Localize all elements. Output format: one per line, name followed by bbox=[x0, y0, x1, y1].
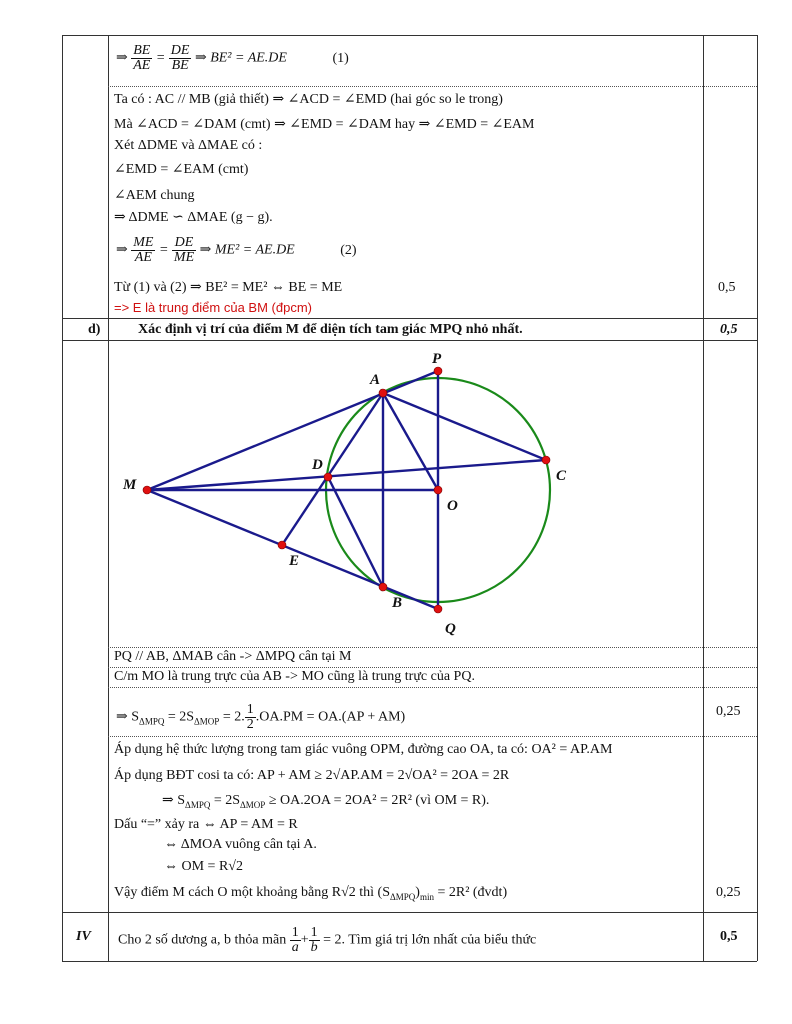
part-title: Xác định vị trí của điểm M để diện tích tam giác MPQ nhỏ nhất. bbox=[138, 322, 523, 337]
solution-line: Áp dụng hệ thức lượng trong tam giác vuông OPM, đường cao OA, ta có: OA² = AP.AM bbox=[114, 742, 613, 757]
proof-line: Từ (1) và (2) ⇒ BE² = ME² ⇔ BE = ME bbox=[114, 280, 343, 295]
equation-1: ⇒ $\frac{BE}{AE}$ = $\frac{DE}{BE}$ ⇒ BE² = AE.DE (1) bbox=[116, 43, 349, 73]
segment-ao bbox=[383, 393, 438, 490]
proof-line: ∠EMD = ∠EAM (cmt) bbox=[114, 162, 249, 177]
point-e bbox=[278, 541, 286, 549]
fraction-de-be: $\frac{DE}{BE}$ bbox=[170, 43, 190, 73]
score-cell: 0,5 bbox=[720, 929, 738, 944]
point-c bbox=[542, 456, 550, 464]
fraction-1-a: $\frac{1}{a}$ bbox=[291, 925, 299, 955]
point-label-q: Q bbox=[445, 621, 456, 637]
solution-line: ⇒ $S_{\Delta MPQ} = 2S_{\Delta MOP} \ge OA.2OA = 2OA^2 = 2R^2$ (vì OM = R). bbox=[162, 793, 490, 810]
solution-line: ⇔ ΔMOA vuông cân tại A. bbox=[164, 837, 317, 852]
point-o bbox=[434, 486, 442, 494]
solution-line: PQ // AB, ΔMAB cân -> ΔMPQ cân tại M bbox=[114, 649, 352, 664]
segment-mq bbox=[147, 490, 438, 609]
area-formula: ⇒ $S_{\Delta MPQ} = 2S_{\Delta MOP} = 2$. $\frac{1}{2}$ .OA.PM = OA.(AP + AM) bbox=[116, 702, 406, 732]
point-m bbox=[143, 486, 151, 494]
segment-ac bbox=[383, 393, 546, 460]
point-label-o: O bbox=[447, 498, 458, 514]
segment-db bbox=[328, 477, 383, 587]
proof-line: Ta có : AC // MB (giả thiết) ⇒ ∠ACD = ∠EMD (hai góc so le trong) bbox=[114, 92, 503, 107]
solution-line: Dấu “=” xảy ra ⇔ AP = AM = R bbox=[114, 817, 298, 832]
proof-line: ∠AEM chung bbox=[114, 188, 195, 203]
fraction-be-ae: $\frac{BE}{AE}$ bbox=[133, 43, 151, 73]
point-p bbox=[434, 367, 442, 375]
proof-line: ⇒ ΔDME ∽ ΔMAE (g − g). bbox=[114, 210, 273, 225]
fraction-1-b: $\frac{1}{b}$ bbox=[310, 925, 318, 955]
equation-2: ⇒ $\frac{ME}{AE}$ = $\frac{DE}{ME}$ ⇒ ME² = AE.DE (2) bbox=[116, 235, 357, 265]
score-cell: 0,25 bbox=[716, 704, 741, 719]
solution-line: ⇔ OM = R√2 bbox=[164, 859, 243, 874]
point-label-b: B bbox=[392, 595, 403, 611]
point-label-a: A bbox=[370, 372, 381, 388]
score-cell: 0,25 bbox=[716, 885, 741, 900]
figure-lines bbox=[147, 371, 546, 609]
score-cell: 0,5 bbox=[720, 322, 738, 337]
point-b bbox=[379, 583, 387, 591]
point-label-d: D bbox=[312, 457, 323, 473]
problem-statement: Cho 2 số dương a, b thỏa mãn $\frac{1}{a}$ + $\frac{1}{b}$ = 2. Tìm giá trị lớn nhất của biểu thức bbox=[118, 925, 537, 955]
score-cell: 0,5 bbox=[718, 280, 736, 295]
segment-ae bbox=[282, 393, 383, 545]
part-label: IV bbox=[76, 929, 91, 944]
point-q bbox=[434, 605, 442, 613]
proof-line: Xét ΔDME và ΔMAE có : bbox=[114, 138, 263, 153]
solution-line: C/m MO là trung trực của AB -> MO cũng là trung trực của PQ. bbox=[114, 669, 475, 684]
conclusion-text: => E là trung điểm của BM (đpcm) bbox=[114, 300, 312, 315]
solution-line: Áp dụng BĐT cosi ta có: AP + AM ≥ 2√AP.AM = 2√OA² = 2OA = 2R bbox=[114, 768, 510, 783]
point-a bbox=[379, 389, 387, 397]
fraction-de-me: $\frac{DE}{ME}$ bbox=[173, 235, 195, 265]
solution-conclusion: Vậy điểm M cách O một khoảng bằng R√2 thì $(S_{\Delta MPQ})_{min} = 2R^2$ (đvdt) bbox=[114, 885, 508, 902]
fraction-half: $\frac{1}{2}$ bbox=[246, 702, 254, 732]
point-label-e: E bbox=[289, 553, 300, 569]
proof-line: Mà ∠ACD = ∠DAM (cmt) ⇒ ∠EMD = ∠DAM hay ⇒ ∠EMD = ∠EAM bbox=[114, 117, 535, 132]
point-label-c: C bbox=[556, 468, 567, 484]
point-label-p: P bbox=[432, 351, 442, 367]
point-label-m: M bbox=[123, 477, 137, 493]
fraction-me-ae: $\frac{ME}{AE}$ bbox=[133, 235, 154, 265]
part-label: d) bbox=[88, 322, 101, 337]
point-d bbox=[324, 473, 332, 481]
